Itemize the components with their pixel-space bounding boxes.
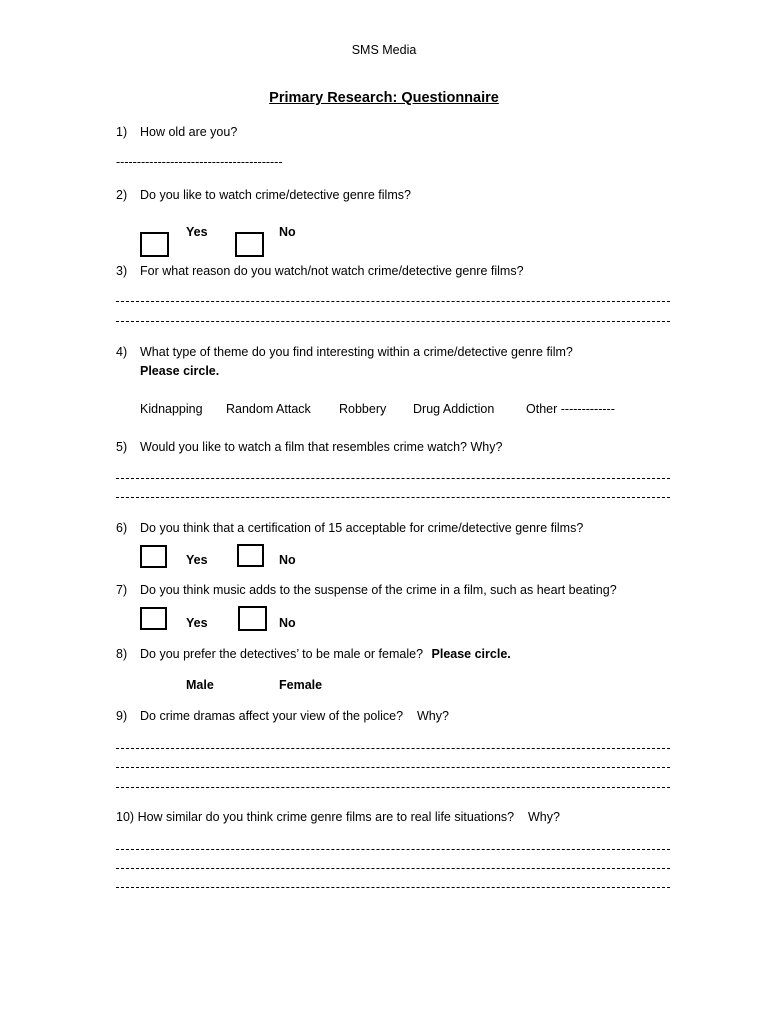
question-5: 5) Would you like to watch a film that resembles crime watch? Why?	[116, 440, 503, 454]
q10-answer-line-1[interactable]	[116, 849, 670, 850]
theme-drug-addiction[interactable]: Drug Addiction	[413, 402, 495, 416]
q8-circle-note: Please circle.	[431, 647, 511, 661]
question-7: 7) Do you think music adds to the suspense of the crime in a film, such as heart beating?	[116, 583, 617, 597]
question-8-text: Do you prefer the detectives’ to be male or female?	[140, 647, 424, 661]
page-title: Primary Research: Questionnaire	[269, 90, 499, 106]
q10-answer-line-2[interactable]	[116, 868, 670, 869]
question-2-text: Do you like to watch crime/detective genre films?	[140, 188, 411, 202]
q3-answer-line-2[interactable]	[116, 321, 670, 322]
theme-other-label: Other	[526, 402, 558, 416]
theme-other-blank: -------------	[560, 402, 615, 416]
q2-no-label: No	[279, 225, 296, 239]
question-9: 9) Do crime dramas affect your view of the police? Why?	[116, 709, 449, 723]
q9-answer-line-2[interactable]	[116, 767, 670, 768]
question-2: 2) Do you like to watch crime/detective genre films?	[116, 188, 411, 202]
q9-answer-line-3[interactable]	[116, 787, 670, 788]
question-3-text: For what reason do you watch/not watch crime/detective genre films?	[140, 264, 524, 278]
age-answer-line[interactable]: ----------------------------------------	[116, 155, 283, 169]
q2-no-checkbox[interactable]	[235, 232, 264, 257]
theme-other[interactable]	[526, 402, 615, 416]
q2-yes-label: Yes	[186, 225, 208, 239]
gender-female[interactable]: Female	[279, 678, 323, 692]
q5-answer-line-1[interactable]	[116, 478, 670, 479]
question-1: 1) How old are you?	[116, 125, 238, 139]
question-5-text: Would you like to watch a film that resembles crime watch? Why?	[140, 440, 503, 454]
theme-kidnapping[interactable]: Kidnapping	[140, 402, 203, 416]
q6-yes-checkbox[interactable]	[140, 545, 167, 568]
question-8: 8) Do you prefer the detectives’ to be male or female? Please circle.	[116, 647, 511, 661]
question-10-text: How similar do you think crime genre films are to real life situations? Why?	[137, 810, 560, 824]
q2-yes-checkbox[interactable]	[140, 232, 169, 257]
q7-no-checkbox[interactable]	[238, 606, 267, 631]
question-6-text: Do you think that a certification of 15 acceptable for crime/detective genre films?	[140, 521, 584, 535]
question-6: 6) Do you think that a certification of 15 acceptable for crime/detective genre films?	[116, 521, 584, 535]
q4-circle-note: Please circle.	[140, 364, 220, 378]
question-9-text: Do crime dramas affect your view of the police? Why?	[140, 709, 449, 723]
q3-answer-line-1[interactable]	[116, 301, 670, 302]
theme-random-attack[interactable]: Random Attack	[226, 402, 311, 416]
page-header: SMS Media	[351, 43, 417, 57]
q6-no-label: No	[279, 553, 296, 567]
question-7-text: Do you think music adds to the suspense of the crime in a film, such as heart beating?	[140, 583, 617, 597]
question-4: 4) What type of theme do you find interesting within a crime/detective genre film?	[116, 345, 573, 359]
q7-no-label: No	[279, 616, 296, 630]
gender-male[interactable]: Male	[186, 678, 214, 692]
question-1-text: How old are you?	[140, 125, 238, 139]
q6-no-checkbox[interactable]	[237, 544, 264, 567]
q10-answer-line-3[interactable]	[116, 887, 670, 888]
theme-robbery[interactable]: Robbery	[339, 402, 387, 416]
q7-yes-checkbox[interactable]	[140, 607, 167, 630]
question-4-text: What type of theme do you find interesting within a crime/detective genre film?	[140, 345, 573, 359]
question-3: 3) For what reason do you watch/not watch crime/detective genre films?	[116, 264, 524, 278]
q7-yes-label: Yes	[186, 616, 208, 630]
q9-answer-line-1[interactable]	[116, 748, 670, 749]
q5-answer-line-2[interactable]	[116, 497, 670, 498]
question-10: 10) How similar do you think crime genre films are to real life situations? Why?	[116, 810, 560, 824]
q6-yes-label: Yes	[186, 553, 208, 567]
